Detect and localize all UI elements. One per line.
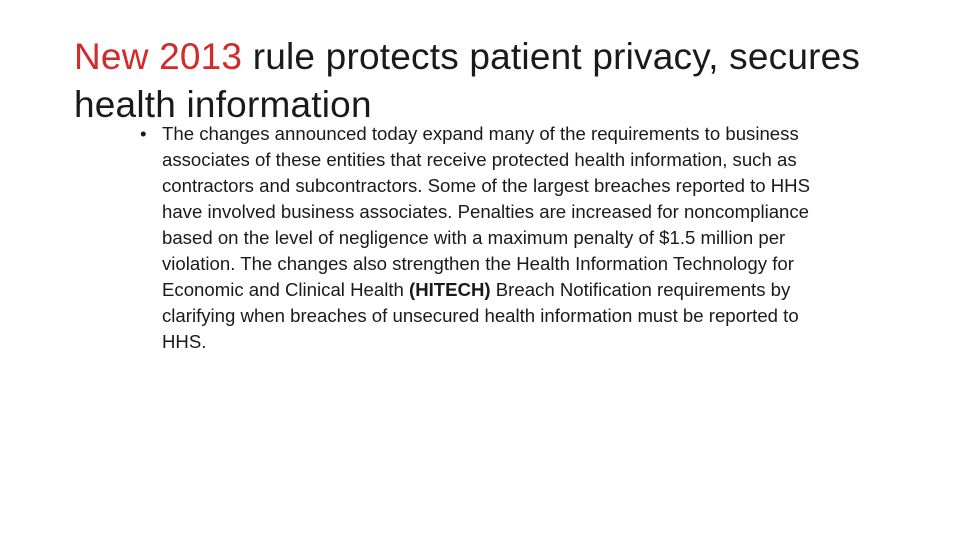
bullet-bold-term: (HITECH)	[409, 279, 491, 300]
title-rest: rule protects patient privacy, secures health information	[74, 36, 861, 125]
bullet-text-before: The changes announced today expand many of the requirements to business associates of these entities that receive protected health information, such as contractors and subcontractors. Some of the largest breaches reported to HHS have involved business associates. Penalties are increased for noncompliance based on the level of negligence with a maximum penalty of $1.5 million per violation. The changes also strengthen the Health Information Technology for Economic and Clinical Health	[162, 123, 811, 300]
title-accent: New 2013	[74, 36, 243, 77]
bullet-marker: •	[140, 123, 147, 144]
bullet-text-after: Breach Notification requirements by clarifying when breaches of unsecured health information must be reported to HHS.	[162, 279, 799, 352]
slide-title	[74, 33, 894, 129]
bullet-point	[140, 121, 842, 355]
